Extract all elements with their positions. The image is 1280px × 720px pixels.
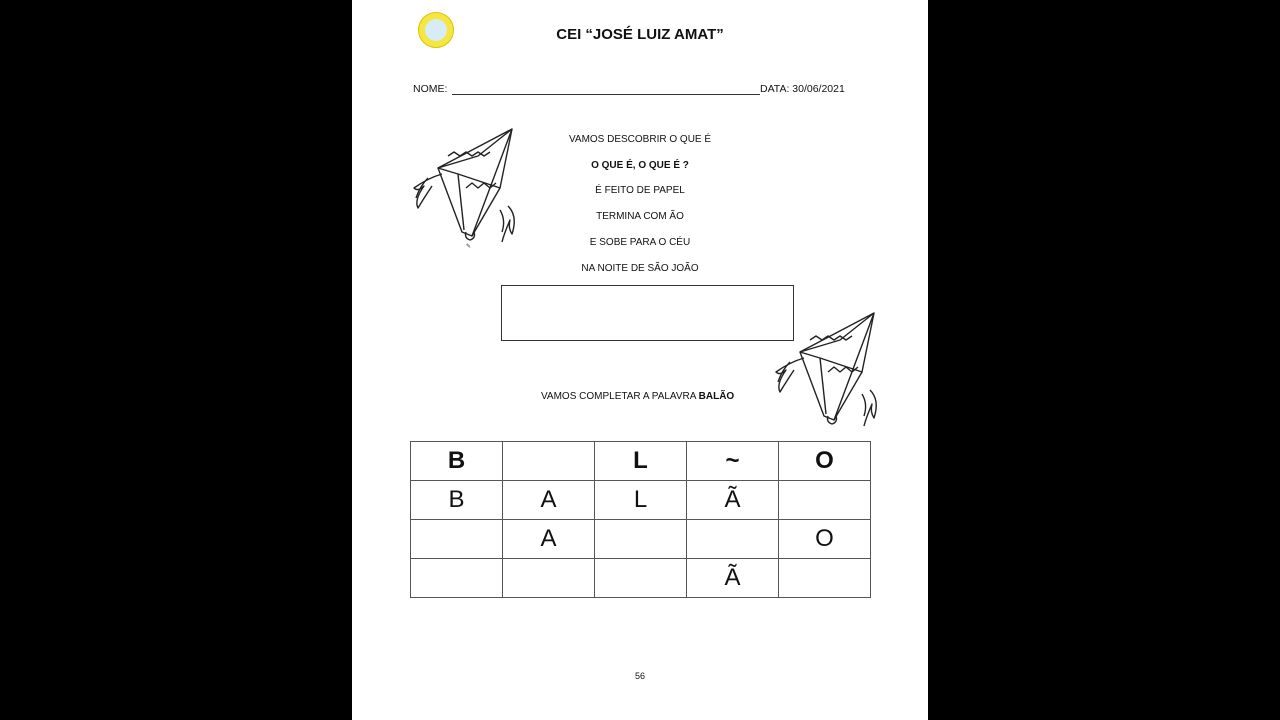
grid-cell[interactable]: A <box>503 481 595 520</box>
riddle-line: É FEITO DE PAPEL <box>595 185 685 196</box>
riddle-line: VAMOS DESCOBRIR O QUE É <box>568 134 712 145</box>
name-field-line[interactable] <box>452 94 760 95</box>
grid-cell[interactable] <box>779 559 871 598</box>
grid-cell[interactable] <box>503 442 595 481</box>
instruction <box>541 391 734 402</box>
grid-cell[interactable] <box>687 520 779 559</box>
grid-cell[interactable] <box>503 559 595 598</box>
grid-cell[interactable] <box>595 559 687 598</box>
riddle-line: TERMINA COM ÃO <box>596 211 684 222</box>
grid-cell[interactable] <box>779 481 871 520</box>
page-number: 56 <box>634 671 645 681</box>
grid-cell[interactable]: B <box>411 481 503 520</box>
letter-grid <box>410 441 871 598</box>
grid-cell[interactable] <box>411 559 503 598</box>
instruction-word: BALÃO <box>698 391 735 402</box>
grid-cell[interactable]: L <box>595 481 687 520</box>
riddle-line: O QUE É, O QUE É ? <box>591 160 689 171</box>
grid-row <box>411 559 871 598</box>
grid-cell[interactable]: L <box>595 442 687 481</box>
date-label: DATA: 30/06/2021 <box>760 83 845 95</box>
grid-cell[interactable]: Ã <box>687 481 779 520</box>
grid-row <box>411 442 871 481</box>
name-label: NOME: <box>413 83 448 95</box>
riddle-line: E SOBE PARA O CÉU <box>589 237 691 248</box>
worksheet-page <box>352 0 928 720</box>
grid-cell[interactable]: ~ <box>687 442 779 481</box>
grid-cell[interactable] <box>411 520 503 559</box>
grid-cell[interactable]: O <box>779 442 871 481</box>
grid-cell[interactable]: A <box>503 520 595 559</box>
instruction-text: VAMOS COMPLETAR A PALAVRA <box>541 391 696 402</box>
grid-row <box>411 520 871 559</box>
grid-cell[interactable]: B <box>411 442 503 481</box>
grid-cell[interactable] <box>595 520 687 559</box>
page-title: CEI “JOSÉ LUIZ AMAT” <box>556 26 724 43</box>
riddle-line: NA NOITE DE SÃO JOÃO <box>581 263 699 274</box>
answer-box[interactable] <box>501 285 794 341</box>
svg-text:✎: ✎ <box>466 244 472 250</box>
grid-cell[interactable]: Ã <box>687 559 779 598</box>
grid-row <box>411 481 871 520</box>
balloon-illustration-icon <box>770 310 890 440</box>
grid-cell[interactable]: O <box>779 520 871 559</box>
